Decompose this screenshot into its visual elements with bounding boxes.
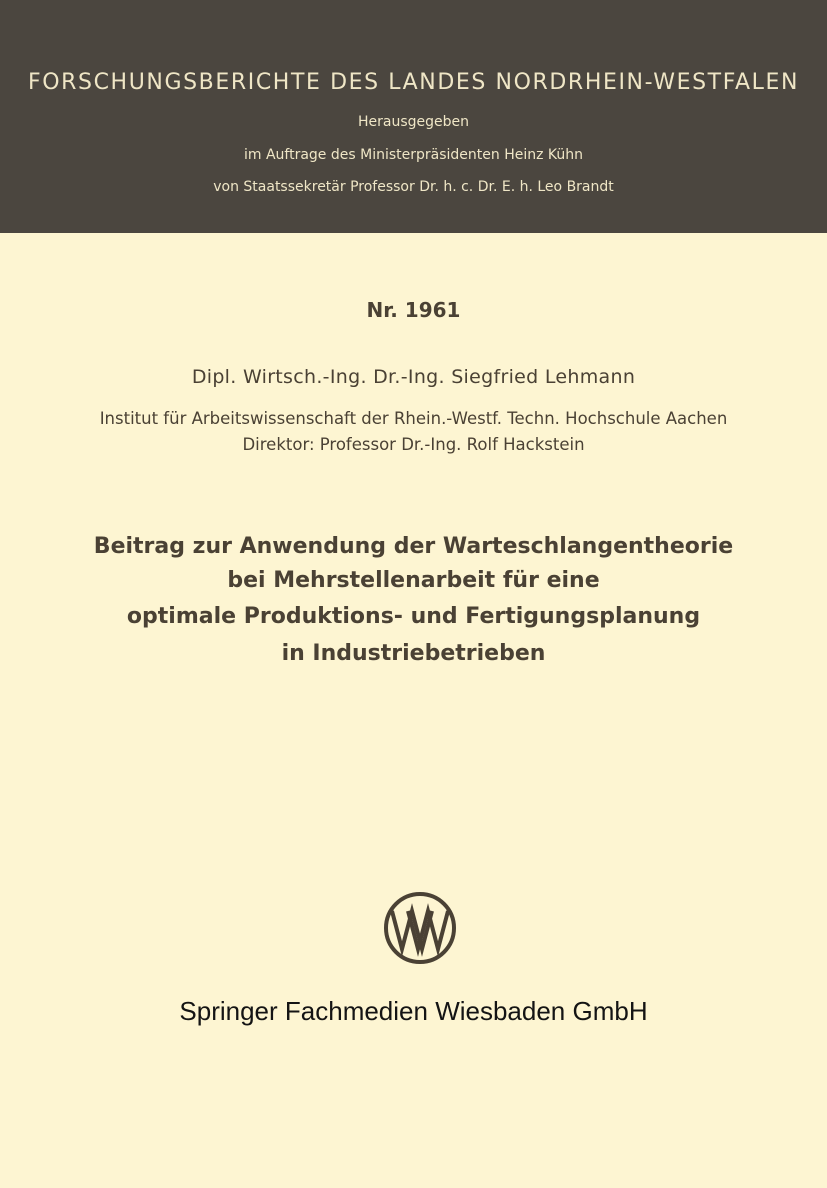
report-number: Nr. 1961 <box>366 298 461 322</box>
publisher-name: Springer Fachmedien Wiesbaden GmbH <box>179 996 648 1026</box>
editor-line-published: Herausgegeben <box>357 114 469 130</box>
editor-line-commission: im Auftrage des Ministerpräsidenten Heinz Kühn <box>243 147 584 163</box>
publisher-ww-logo-icon <box>383 891 457 965</box>
institute-name: Institut für Arbeitswissenschaft der Rhein.-Westf. Techn. Hochschule Aachen <box>99 409 728 428</box>
series-title: FORSCHUNGSBERICHTE DES LANDES NORDRHEIN-WESTFALEN <box>27 70 800 95</box>
editor-line-editor: von Staatssekretär Professor Dr. h. c. Dr. E. h. Leo Brandt <box>213 179 614 195</box>
header-band <box>0 0 827 233</box>
title-line-2: bei Mehrstellenarbeit für eine <box>227 568 600 593</box>
title-line-4: in Industriebetrieben <box>281 641 546 666</box>
director-name: Direktor: Professor Dr.-Ing. Rolf Hackstein <box>242 435 585 454</box>
author-name: Dipl. Wirtsch.-Ing. Dr.-Ing. Siegfried Lehmann <box>191 366 636 388</box>
title-line-3: optimale Produktions- und Fertigungsplanung <box>126 604 701 629</box>
title-line-1: Beitrag zur Anwendung der Warteschlangentheorie <box>93 534 734 559</box>
